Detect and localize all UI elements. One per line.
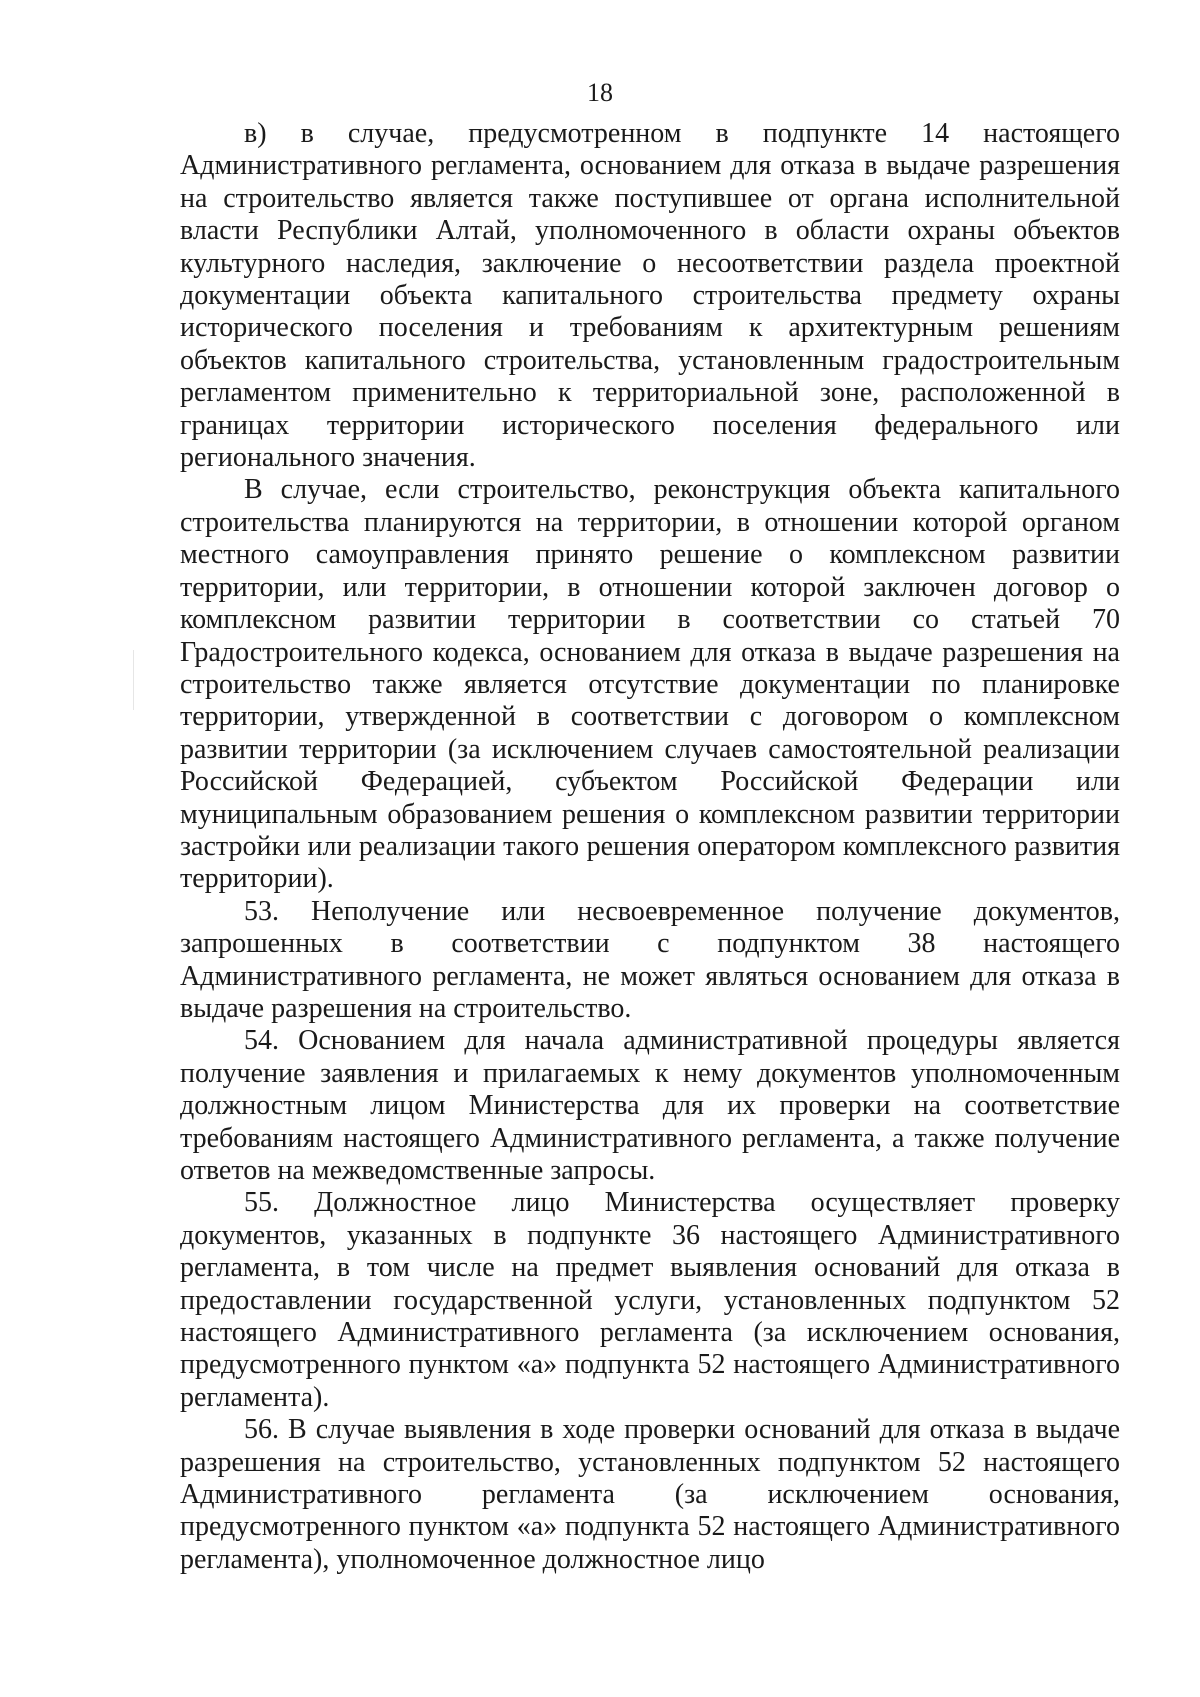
paragraph-55: 55. Должностное лицо Министерства осуществляет проверку документов, указанных в подпункте 36 настоящего Административного регламента, в том числе на предмет выявления оснований для отказа в предоставлении государственной услуги, установленных подпунктом 52 настоящего Административного регламента (за исключением основания, предусмотренного пунктом «а» подпункта 52 настоящего Административного регламента). (180, 1187, 1120, 1413)
paragraph-56: 56. В случае выявления в ходе проверки оснований для отказа в выдаче разрешения на строительство, установленных подпунктом 52 настоящего Административного регламента (за исключением основания, предусмотренного пунктом «а» подпункта 52 настоящего Административного регламента), уполномоченное должностное лицо (180, 1414, 1120, 1575)
page-number: 18 (587, 78, 613, 107)
paragraph-54: 54. Основанием для начала административной процедуры является получение заявления и прилагаемых к нему документов уполномоченным должностным лицом Министерства для их проверки на соответствие требованиям настоящего Административного регламента, а также получение ответов на межведомственные запросы. (180, 1025, 1120, 1186)
paragraph-integrated-development: В случае, если строительство, реконструкция объекта капитального строительства планируются на территории, в отношении которой органом местного самоуправления принято решение о комплексном развитии территории, или территории, в отношении которой заключен договор о комплексном развитии территории в соответствии со статьей 70 Градостроительного кодекса, основанием для отказа в выдаче разрешения на строительство также является отсутствие документации по планировке территории, утвержденной в соответствии с договором о комплексном развитии территории (за исключением случаев самостоятельной реализации Российской Федерацией, субъектом Российской Федерации или муниципальным образованием решения о комплексном развитии территории застройки или реализации такого решения оператором комплексного развития территории). (180, 474, 1120, 895)
paragraph-subitem-v: в) в случае, предусмотренном в подпункте 14 настоящего Административного регламента, основанием для отказа в выдаче разрешения на строительство является также поступившее от органа исполнительной власти Республики Алтай, уполномоченного в области охраны объектов культурного наследия, заключение о несоответствии раздела проектной документации объекта капитального строительства предмету охраны исторического поселения и требованиям к архитектурным решениям объектов капитального строительства, установленным градостроительным регламентом применительно к территориальной зоне, расположенной в границах территории исторического поселения федерального или регионального значения. (180, 118, 1120, 474)
scan-fold-mark (133, 650, 134, 710)
paragraph-53: 53. Неполучение или несвоевременное получение документов, запрошенных в соответствии с подпунктом 38 настоящего Административного регламента, не может являться основанием для отказа в выдаче разрешения на строительство. (180, 895, 1120, 1024)
document-body (180, 118, 1120, 1576)
